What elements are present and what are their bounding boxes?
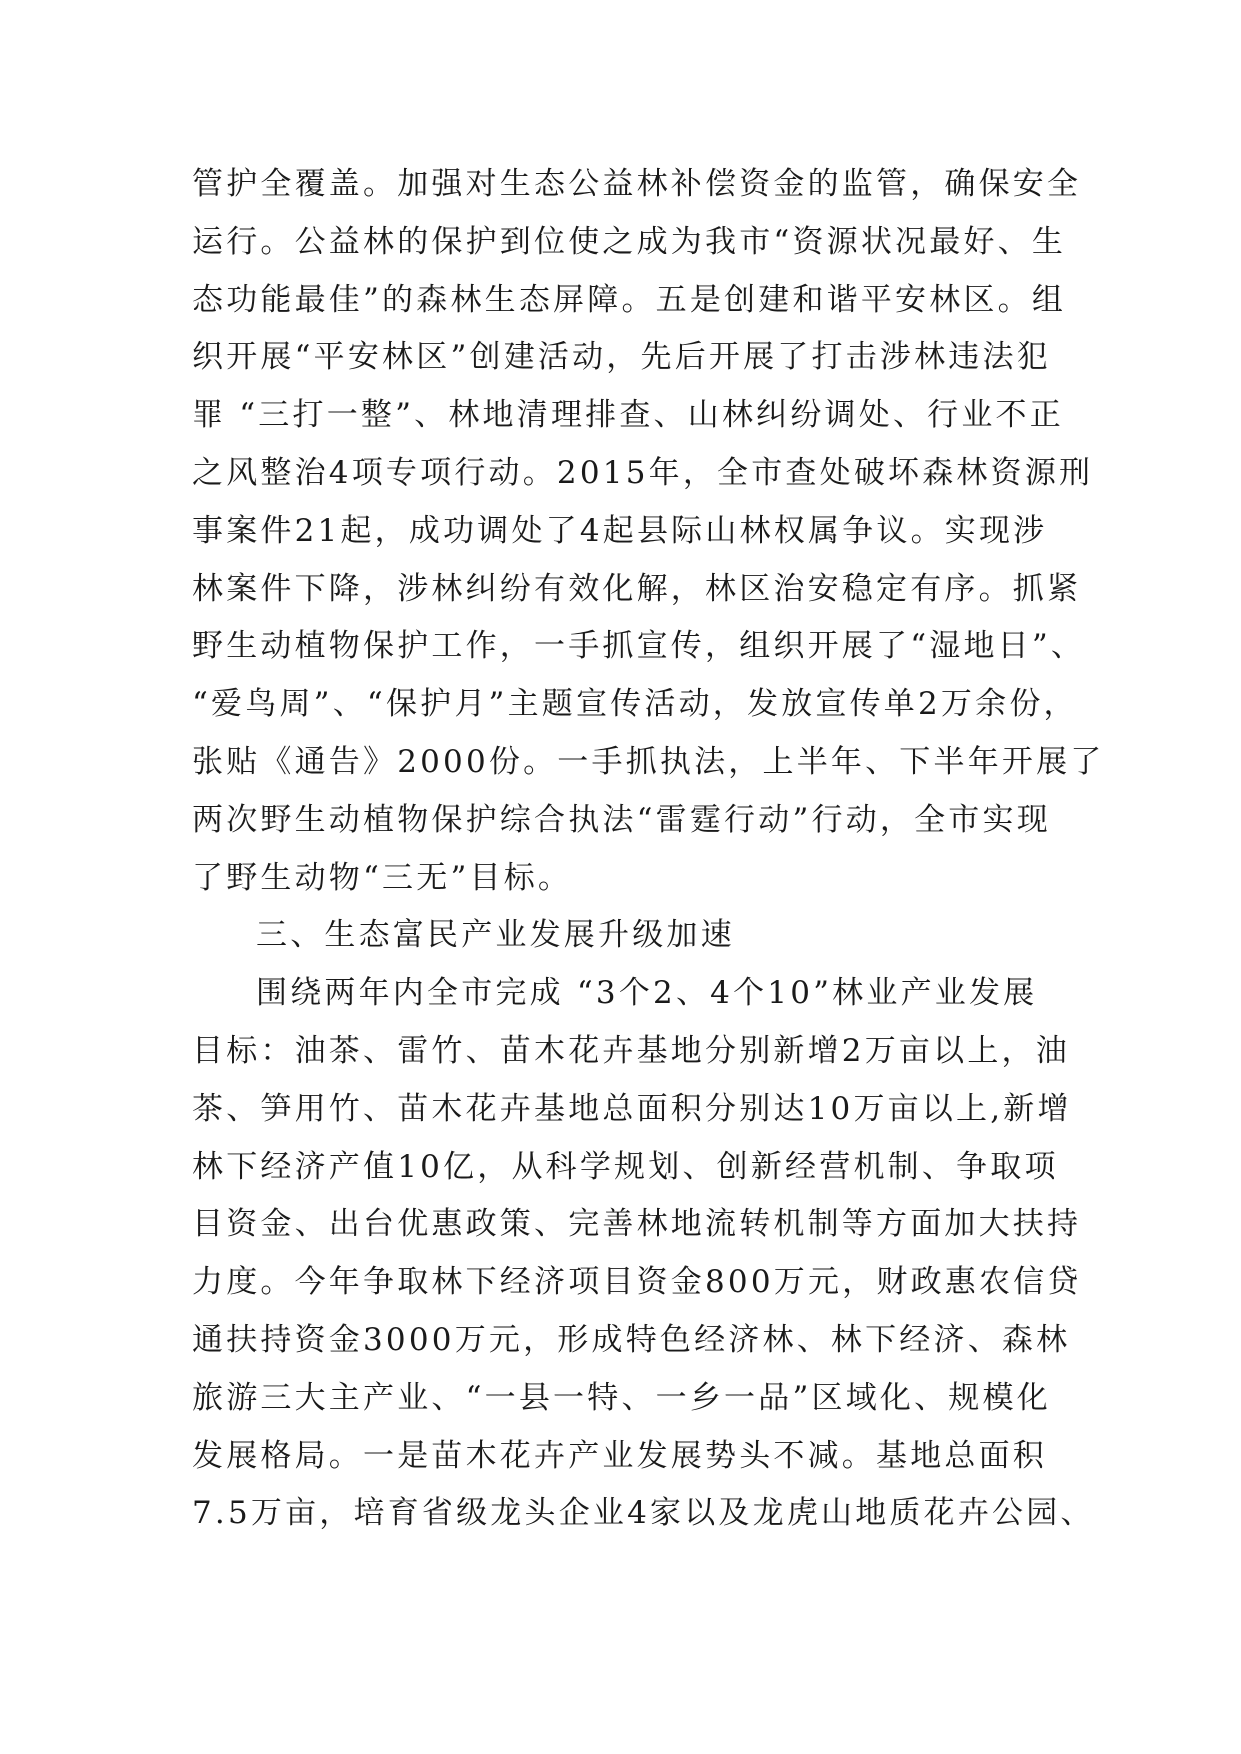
text-line: 林下经济产值10亿，从科学规划、创新经营机制、争取项 xyxy=(192,1148,1059,1185)
text-line: 态功能最佳”的森林生态屏障。五是创建和谐平安林区。组 xyxy=(192,281,1067,318)
text-line: 张贴《通告》2000份。一手抓执法，上半年、下半年开展了 xyxy=(192,743,1105,780)
text-line: 旅游三大主产业、“一县一特、一乡一品”区域化、规模化 xyxy=(192,1379,1051,1416)
text-line: 发展格局。一是苗木花卉产业发展势头不减。基地总面积 xyxy=(192,1437,1047,1474)
text-line: 7.5万亩，培育省级龙头企业4家以及龙虎山地质花卉公园、 xyxy=(192,1495,1095,1532)
text-line: 通扶持资金3000万元，形成特色经济林、林下经济、森林 xyxy=(192,1321,1071,1358)
text-line: 目资金、出台优惠政策、完善林地流转机制等方面加大扶持 xyxy=(192,1206,1082,1243)
text-line: 了野生动物“三无”目标。 xyxy=(192,859,573,896)
text-line: 茶、笋用竹、苗木花卉基地总面积分别达10万亩以上,新增 xyxy=(192,1090,1072,1127)
text-line: 林案件下降，涉林纠纷有效化解，林区治安稳定有序。抓紧 xyxy=(192,570,1082,607)
paragraph-first-line: 三、生态富民产业发展升级加速 xyxy=(256,917,735,954)
text-line: 织开展“平安林区”创建活动，先后开展了打击涉林违法犯 xyxy=(192,339,1051,376)
text-line: “爱鸟周”、“保护月”主题宣传活动，发放宣传单2万余份， xyxy=(192,686,1078,723)
text-line: 力度。今年争取林下经济项目资金800万元，财政惠农信贷 xyxy=(192,1264,1082,1301)
body-text xyxy=(192,156,1105,1543)
text-line: 事案件21起，成功调处了4起县际山林权属争议。实现涉 xyxy=(192,512,1048,549)
text-line: 两次野生动植物保护综合执法“雷霆行动”行动，全市实现 xyxy=(192,801,1051,838)
text-line: 管护全覆盖。加强对生态公益林补偿资金的监管，确保安全 xyxy=(192,166,1082,202)
text-line: 之风整治4项专项行动。2015年，全市查处破坏森林资源刑 xyxy=(192,454,1094,491)
text-line: 目标：油茶、雷竹、苗木花卉基地分别新增2万亩以上，油 xyxy=(192,1032,1070,1069)
paragraph-first-line: 围绕两年内全市完成 “3个2、4个10”林业产业发展 xyxy=(256,975,1038,1012)
text-line: 罪 “三打一整”、林地清理排查、山林纠纷调处、行业不正 xyxy=(192,397,1064,434)
text-line: 运行。公益林的保护到位使之成为我市“资源状况最好、生 xyxy=(192,223,1067,260)
text-line: 野生动植物保护工作，一手抓宣传，组织开展了“湿地日”、 xyxy=(192,628,1086,665)
